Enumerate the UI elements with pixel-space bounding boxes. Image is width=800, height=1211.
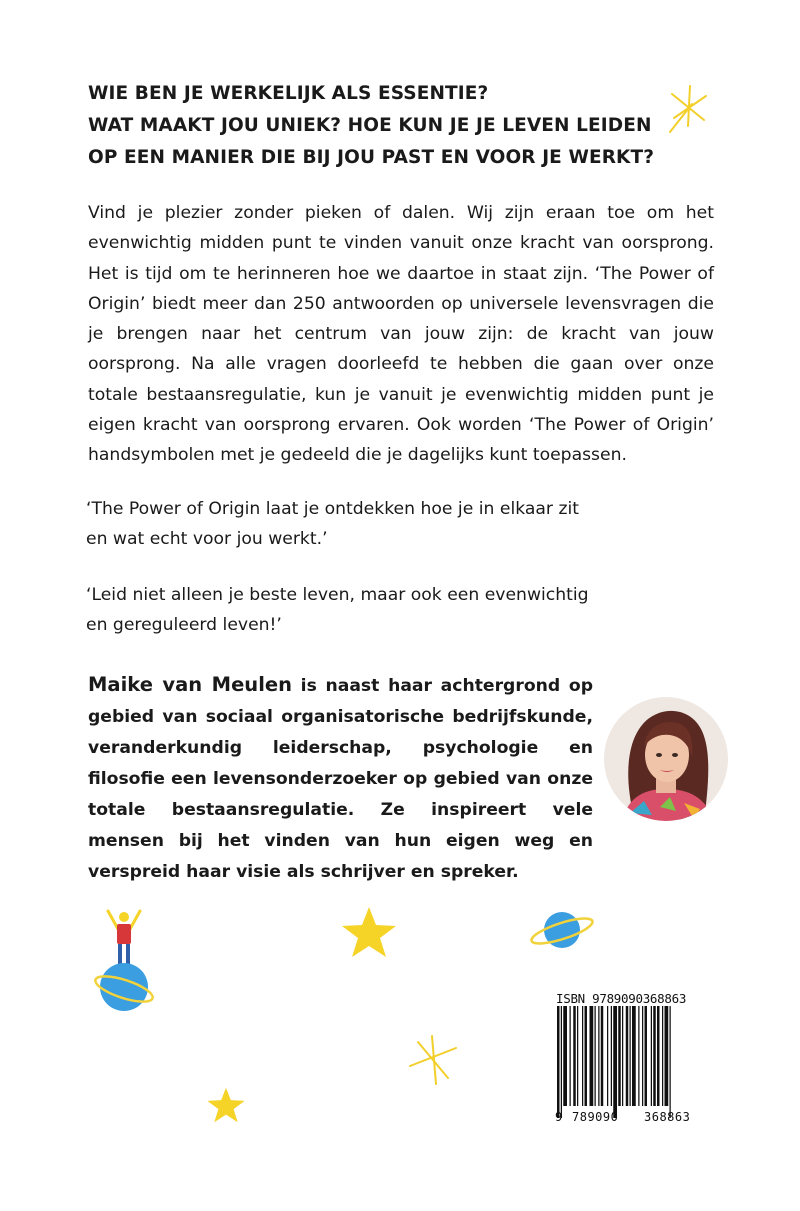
headline-line-1: WIE BEN JE WERKELIJK ALS ESSENTIE? bbox=[88, 83, 489, 104]
quote-2-line-1: ‘Leid niet alleen je beste leven, maar ook een evenwichtig bbox=[86, 585, 589, 605]
barcode-bar bbox=[618, 1006, 621, 1106]
barcode-bar bbox=[638, 1006, 639, 1106]
barcode-bar bbox=[611, 1006, 612, 1106]
barcode-bar bbox=[622, 1006, 623, 1106]
star-icon bbox=[340, 905, 398, 959]
quote-1-line-1: ‘The Power of Origin laat je ontdekken hoe je in elkaar zit bbox=[86, 499, 579, 519]
barcode-bar bbox=[642, 1006, 643, 1106]
barcode-bar bbox=[632, 1006, 636, 1106]
barcode-bar bbox=[665, 1006, 669, 1106]
headline-line-3: OP EEN MANIER DIE BIJ JOU PAST EN VOOR JE WERKT? bbox=[88, 147, 655, 168]
barcode-bar bbox=[662, 1006, 663, 1106]
barcode-bar bbox=[607, 1006, 608, 1106]
star-icon bbox=[206, 1086, 246, 1124]
barcode-bar bbox=[598, 1006, 599, 1106]
planet-icon bbox=[528, 904, 596, 956]
body-paragraph: Vind je plezier zonder pieken of dalen. Wij zijn eraan toe om het evenwichtig midden punt te vinden vanuit onze kracht van oorsprong. Het is tijd om te herinneren hoe we daartoe in staat zijn. ‘The Power of Origin’ biedt meer dan 250 antwoorden op universele levensvragen die je brengen naar het centrum van jouw zijn: de kracht van jouw oorsprong. Na alle vragen doorleefd te hebben die gaan over onze totale bestaansregulatie, kun je vanuit je evenwichtig midden punt je eigen kracht van oorsprong ervaren. Ook worden ‘The Power of Origin’ handsymbolen met je gedeeld die je dagelijks kunt toepassen. bbox=[88, 203, 714, 466]
barcode bbox=[553, 988, 711, 1126]
barcode-bar bbox=[670, 1006, 671, 1118]
barcode-bar bbox=[657, 1006, 660, 1106]
sparkle-icon bbox=[404, 1030, 460, 1090]
author-bio-text: is naast haar achtergrond op gebied van sociaal organisatorische bedrijfskunde, veranderkundig leiderschap, psychologie en filosofie een levensonderzoeker op gebied van onze totale bestaansregulatie. Ze inspireert vele mensen bij het vinden van hun eigen weg en verspreid haar visie als schrijver en spreker. bbox=[88, 676, 593, 882]
barcode-bar bbox=[585, 1006, 588, 1106]
barcode-bar bbox=[653, 1006, 656, 1106]
quote-2-line-2: en gereguleerd leven!’ bbox=[86, 615, 282, 635]
headline-line-2: WAT MAAKT JOU UNIEK? HOE KUN JE JE LEVEN LEIDEN bbox=[88, 115, 652, 136]
quote-1-line-2: en wat echt voor jou werkt.’ bbox=[86, 529, 328, 549]
quote-2 bbox=[86, 580, 646, 640]
quote-1 bbox=[86, 494, 646, 554]
barcode-bars bbox=[553, 988, 711, 1126]
barcode-bar bbox=[563, 1006, 567, 1106]
barcode-bar bbox=[630, 1006, 631, 1106]
barcode-bar bbox=[577, 1006, 578, 1106]
back-cover-headline bbox=[88, 78, 688, 174]
barcode-digits-right: 368863 bbox=[644, 1110, 691, 1124]
barcode-bar bbox=[626, 1006, 629, 1106]
author-name: Maike van Meulen bbox=[88, 673, 292, 696]
barcode-bar bbox=[573, 1006, 576, 1106]
barcode-bar bbox=[561, 1006, 562, 1118]
barcode-bar bbox=[645, 1006, 648, 1106]
barcode-bar bbox=[601, 1006, 604, 1106]
barcode-bar bbox=[651, 1006, 652, 1106]
person-on-planet-icon bbox=[92, 905, 158, 1017]
barcode-bar bbox=[557, 1006, 560, 1118]
barcode-digits-left: 789090 bbox=[572, 1110, 619, 1124]
barcode-bar bbox=[582, 1006, 583, 1106]
sparkle-icon bbox=[664, 80, 714, 136]
barcode-digit-first: 9 bbox=[555, 1110, 563, 1124]
author-bio bbox=[88, 669, 593, 888]
barcode-bar bbox=[590, 1006, 594, 1106]
barcode-bar bbox=[595, 1006, 596, 1106]
barcode-bar bbox=[613, 1006, 617, 1118]
isbn-label: ISBN 9789090368863 bbox=[556, 991, 687, 1006]
barcode-bar bbox=[570, 1006, 571, 1106]
author-photo bbox=[604, 697, 728, 821]
